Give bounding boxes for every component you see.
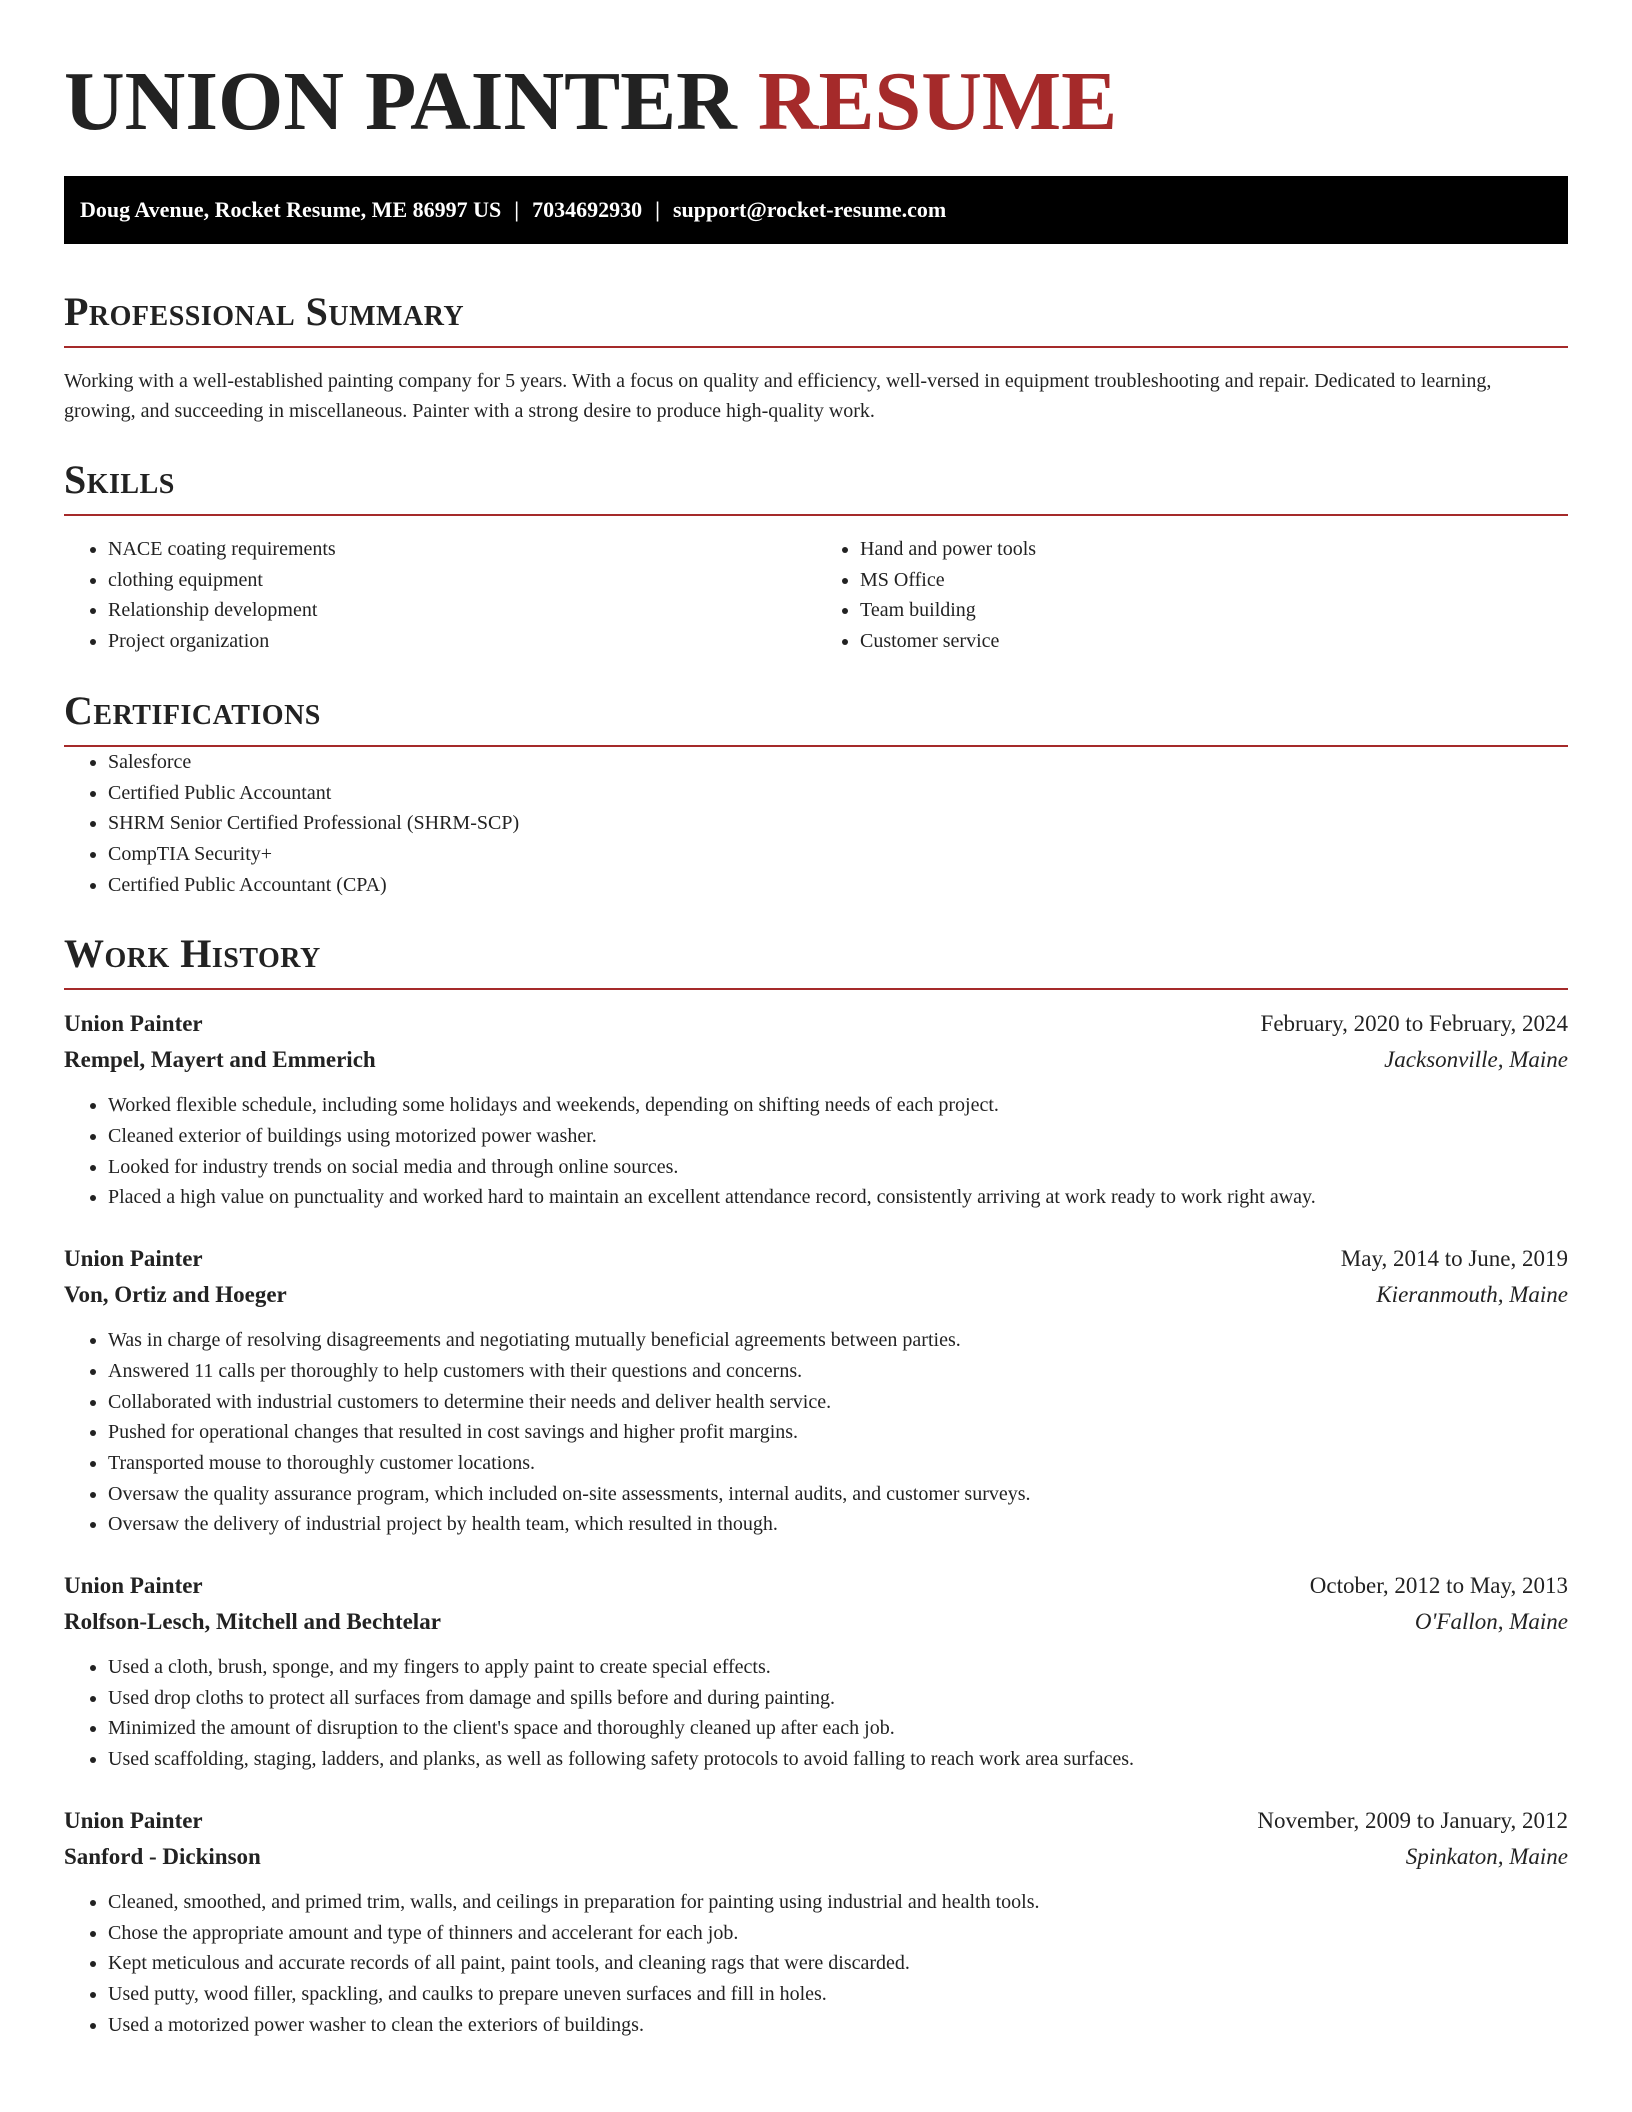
job-company: Von, Ortiz and Hoeger	[64, 1282, 287, 1308]
job-entry	[64, 1568, 1568, 1775]
job-duties-list	[64, 1887, 1568, 2041]
job-duty: • Minimized the amount of disruption to the client's space and thoroughly cleaned up after each job.	[108, 1713, 1568, 1744]
job-company: Rolfson-Lesch, Mitchell and Bechtelar	[64, 1609, 441, 1635]
job-company-row	[64, 1839, 1568, 1875]
job-location: O'Fallon, Maine	[1414, 1609, 1568, 1635]
resume-page	[64, 0, 1568, 2040]
job-location: Jacksonville, Maine	[1384, 1047, 1568, 1073]
job-title: Union Painter	[64, 1011, 203, 1037]
job-duty: • Used a cloth, brush, sponge, and my fingers to apply paint to create special effects.	[108, 1652, 1568, 1683]
contact-bar	[64, 176, 1568, 244]
work-history-section	[64, 930, 1568, 2040]
skill-item: • NACE coating requirements	[108, 534, 816, 565]
skills-list-right	[816, 534, 1568, 657]
contact-separator: |	[655, 197, 660, 222]
skill-item: • MS Office	[860, 565, 1568, 596]
certification-item: • CompTIA Security+	[108, 839, 1568, 870]
resume-title	[64, 0, 1568, 148]
skill-item: • Customer service	[860, 626, 1568, 657]
contact-separator: |	[514, 197, 520, 222]
job-company-row	[64, 1604, 1568, 1640]
job-company-row	[64, 1042, 1568, 1078]
job-duty: • Answered 11 calls per thoroughly to help customers with their questions and concerns.	[108, 1356, 1568, 1387]
job-duty: • Chose the appropriate amount and type of thinners and accelerant for each job.	[108, 1918, 1568, 1949]
certification-item: • Certified Public Accountant (CPA)	[108, 870, 1568, 901]
job-duties-list	[64, 1090, 1568, 1213]
job-dates: November, 2009 to January, 2012	[1257, 1807, 1568, 1833]
section-divider	[64, 988, 1568, 990]
skill-item: • Hand and power tools	[860, 534, 1568, 565]
job-duty: • Cleaned exterior of buildings using motorized power washer.	[108, 1121, 1568, 1152]
job-header-row	[64, 1568, 1568, 1604]
summary-section	[64, 288, 1568, 426]
title-role: UNION PAINTER	[64, 55, 737, 148]
skill-item: • Team building	[860, 595, 1568, 626]
job-location: Kieranmouth, Maine	[1376, 1282, 1568, 1308]
job-duty: • Kept meticulous and accurate records of all paint, paint tools, and cleaning rags that were discarded.	[108, 1948, 1568, 1979]
job-entry	[64, 1006, 1568, 1213]
summary-heading: Professional Summary	[64, 289, 465, 334]
certifications-section	[64, 687, 1568, 901]
job-location: Spinkaton, Maine	[1405, 1843, 1568, 1869]
skills-columns	[64, 534, 1568, 657]
job-header-row	[64, 1006, 1568, 1042]
job-dates: October, 2012 to May, 2013	[1309, 1573, 1568, 1599]
skill-item: • Relationship development	[108, 595, 816, 626]
job-duties-list	[64, 1325, 1568, 1540]
job-duty: • Placed a high value on punctuality and worked hard to maintain an excellent attendance record, consistently arriving at work ready to work right away.	[108, 1182, 1568, 1213]
job-duty: • Transported mouse to thoroughly customer locations.	[108, 1448, 1568, 1479]
job-duty: • Was in charge of resolving disagreements and negotiating mutually beneficial agreements between parties.	[108, 1325, 1568, 1356]
job-title: Union Painter	[64, 1573, 203, 1599]
title-resume-word: RESUME	[757, 55, 1118, 148]
job-duty: • Oversaw the delivery of industrial project by health team, which resulted in though.	[108, 1509, 1568, 1540]
work-history-heading: Work History	[64, 931, 321, 977]
contact-address: Doug Avenue, Rocket Resume, ME 86997 US	[80, 197, 502, 222]
section-divider	[64, 346, 1568, 348]
job-title: Union Painter	[64, 1807, 203, 1833]
job-duties-list	[64, 1652, 1568, 1775]
job-duty: • Oversaw the quality assurance program, which included on-site assessments, internal audits, and customer surveys.	[108, 1479, 1568, 1510]
summary-text: Working with a well-established painting company for 5 years. With a focus on quality and efficiency, well-versed in equipment troubleshooting and repair. Dedicated to learning, growing, and succeeding in miscellaneous. Painter with a strong desire to produce high-quality work.	[64, 370, 1492, 422]
job-company: Rempel, Mayert and Emmerich	[64, 1047, 376, 1073]
skills-list-left	[64, 534, 816, 657]
certification-item: • SHRM Senior Certified Professional (SHRM-SCP)	[108, 808, 1568, 839]
job-company-row	[64, 1277, 1568, 1313]
job-company: Sanford - Dickinson	[64, 1843, 261, 1869]
job-dates: May, 2014 to June, 2019	[1340, 1246, 1568, 1272]
certification-item: • Salesforce	[108, 747, 1568, 778]
skill-item: • Project organization	[108, 626, 816, 657]
job-duty: • Used scaffolding, staging, ladders, and planks, as well as following safety protocols to avoid falling to reach work area surfaces.	[108, 1744, 1568, 1775]
certifications-heading: Certifications	[64, 687, 321, 733]
contact-email: support@rocket-resume.com	[672, 197, 947, 222]
job-duty: • Pushed for operational changes that resulted in cost savings and higher profit margins.	[108, 1417, 1568, 1448]
job-entry	[64, 1803, 1568, 2041]
job-dates: February, 2020 to February, 2024	[1260, 1011, 1568, 1037]
skills-heading: Skills	[64, 457, 175, 502]
job-duty: • Used drop cloths to protect all surfaces from damage and spills before and during painting.	[108, 1683, 1568, 1714]
job-duty: • Worked flexible schedule, including some holidays and weekends, depending on shifting needs of each project.	[108, 1090, 1568, 1121]
section-divider	[64, 514, 1568, 516]
job-duty: • Used a motorized power washer to clean the exteriors of buildings.	[108, 2010, 1568, 2041]
job-title: Union Painter	[64, 1246, 203, 1272]
job-header-row	[64, 1803, 1568, 1839]
job-entry	[64, 1241, 1568, 1540]
skill-item: • clothing equipment	[108, 565, 816, 596]
contact-phone: 7034692930	[532, 197, 643, 222]
job-header-row	[64, 1241, 1568, 1277]
skills-section	[64, 456, 1568, 657]
job-duty: • Collaborated with industrial customers to determine their needs and deliver health service.	[108, 1387, 1568, 1418]
job-duty: • Cleaned, smoothed, and primed trim, walls, and ceilings in preparation for painting using industrial and health tools.	[108, 1887, 1568, 1918]
certification-item: • Certified Public Accountant	[108, 778, 1568, 809]
job-duty: • Used putty, wood filler, spackling, and caulks to prepare uneven surfaces and fill in holes.	[108, 1979, 1568, 2010]
job-duty: • Looked for industry trends on social media and through online sources.	[108, 1152, 1568, 1183]
certifications-list	[64, 747, 1568, 901]
